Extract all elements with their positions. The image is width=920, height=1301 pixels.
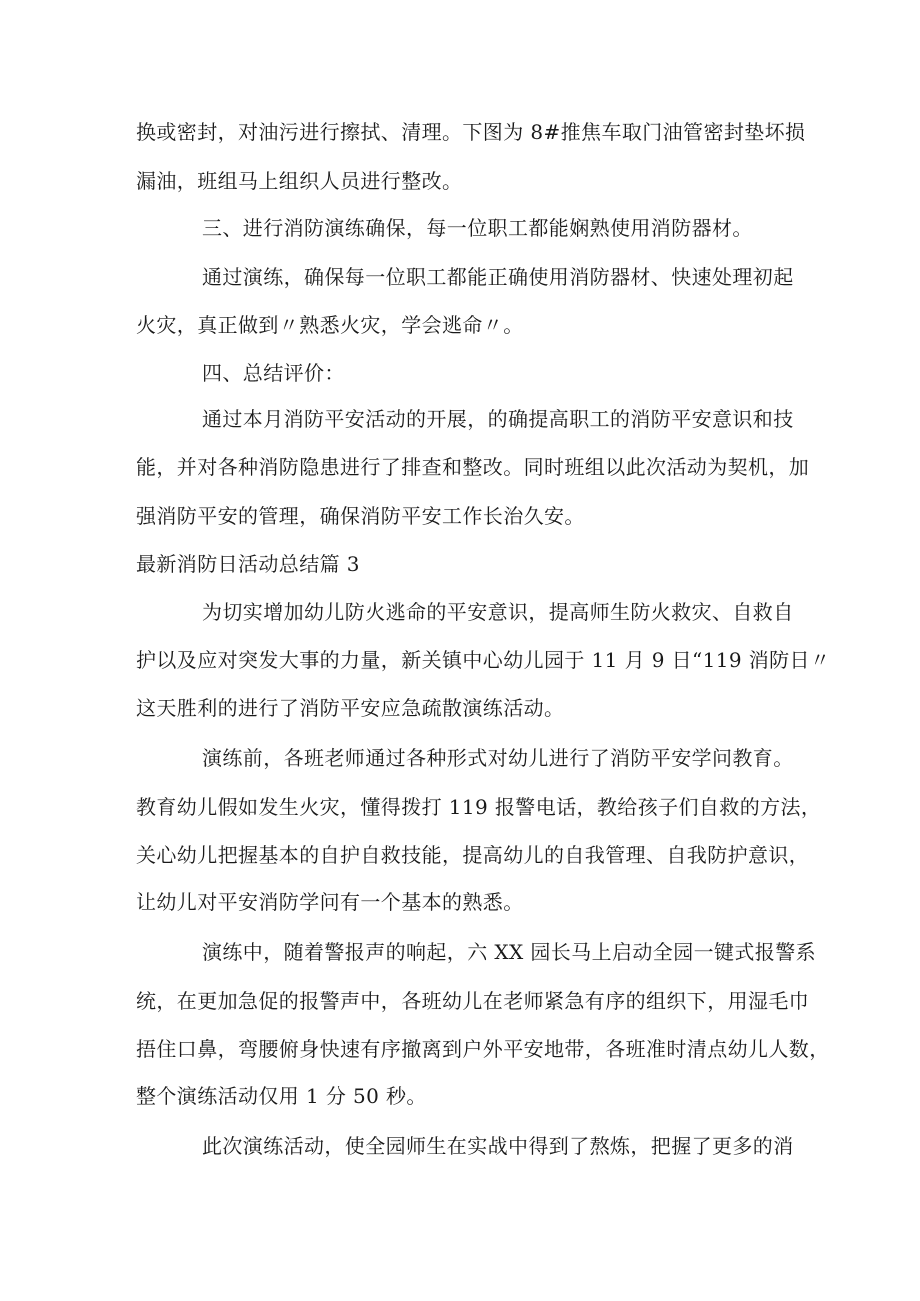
- text-line: 此次演练活动，使全园师生在实战中得到了熬炼，把握了更多的消: [202, 1134, 794, 1158]
- text-line: 教育幼儿假如发生火灾，懂得拨打 119 报警电话，教给孩子们自救的方法，: [136, 795, 822, 819]
- text-line: 捂住口鼻，弯腰俯身快速有序撤离到户外平安地带，各班准时清点幼儿人数，: [136, 1037, 830, 1061]
- text-line: 这天胜利的进行了消防平安应急疏散演练活动。: [136, 696, 565, 720]
- text-line: 漏油，班组马上组织人员进行整改。: [136, 169, 463, 193]
- section-heading: 三、进行消防演练确保，每一位职工都能娴熟使用消防器材。: [202, 216, 753, 240]
- text-line: 演练前，各班老师通过各种形式对幼儿进行了消防平安学问教育。: [202, 746, 794, 770]
- text-line: 换或密封，对油污进行擦拭、清理。下图为 8#推焦车取门油管密封垫坏损: [136, 120, 806, 144]
- text-line: 强消防平安的管理，确保消防平安工作长治久安。: [136, 504, 585, 528]
- text-line: 演练中，随着警报声的响起，六 XX 园长马上启动全园一键式报警系: [202, 940, 816, 964]
- article-title: 最新消防日活动总结篇 3: [136, 552, 360, 576]
- text-line: 护以及应对突发大事的力量，新关镇中心幼儿园于 11 月 9 日“119 消防日〃: [136, 648, 831, 672]
- text-line: 让幼儿对平安消防学问有一个基本的熟悉。: [136, 890, 524, 914]
- text-line: 统，在更加急促的报警声中，各班幼儿在老师紧急有序的组织下，用湿毛巾: [136, 989, 810, 1013]
- text-line: 通过演练，确保每一位职工都能正确使用消防器材、快速处理初起: [202, 265, 794, 289]
- text-line: 为切实增加幼儿防火逃命的平安意识，提高师生防火救灾、自救自: [202, 600, 794, 624]
- text-line: 火灾，真正做到〃熟悉火灾，学会逃命〃。: [136, 313, 524, 337]
- text-line: 整个演练活动仅用 1 分 50 秒。: [136, 1084, 427, 1108]
- section-heading: 四、总结评价：: [202, 361, 345, 385]
- text-line: 通过本月消防平安活动的开展，的确提高职工的消防平安意识和技: [202, 407, 794, 431]
- text-line: 能，并对各种消防隐患进行了排查和整改。同时班组以此次活动为契机，加: [136, 455, 810, 479]
- text-line: 关心幼儿把握基本的自护自救技能，提高幼儿的自我管理、自我防护意识，: [136, 843, 810, 867]
